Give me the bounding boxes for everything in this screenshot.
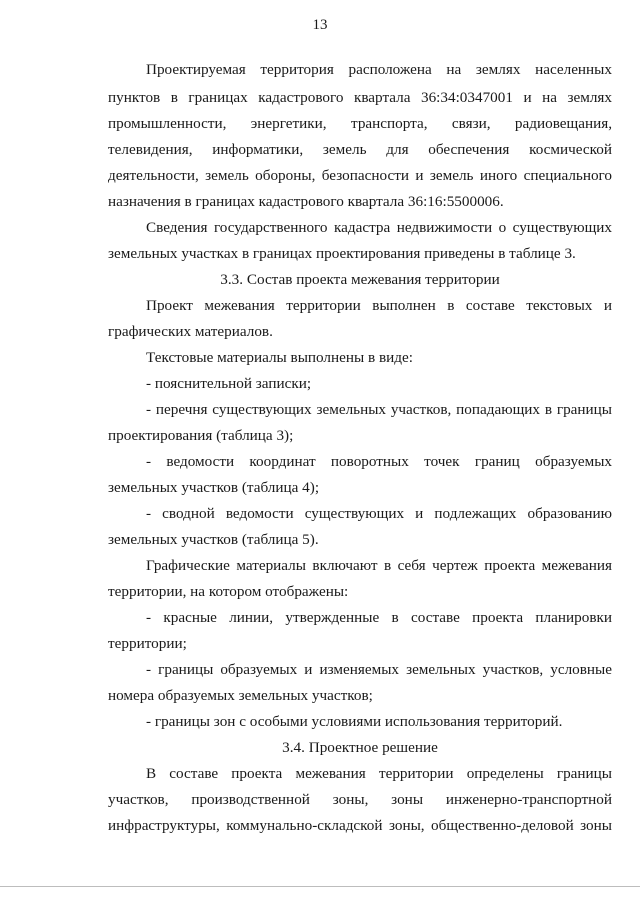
paragraph-line: земельных участках в границах проектирования приведены в таблице 3. [108,245,576,262]
list-item: - пояснительной записки; [146,375,312,392]
scan-edge-rule [0,886,640,887]
list-item-continuation: земельных участков (таблица 5). [108,531,319,548]
paragraph-line: Текстовые материалы выполнены в виде: [146,349,413,366]
paragraph-line: промышленности, энергетики, транспорта, связи, радиовещания, [108,115,612,132]
list-item-continuation: земельных участков (таблица 4); [108,479,320,496]
paragraph-line: В составе проекта межевания территории определены границы [146,765,612,782]
page-number: 13 [312,17,328,33]
section-heading: 3.3. Состав проекта межевания территории [220,271,500,288]
list-item: - границы образуемых и изменяемых земельных участков, условные [146,661,612,678]
paragraph-line: Графические материалы включают в себя чертеж проекта межевания [146,557,612,574]
list-item: - перечня существующих земельных участков, попадающих в границы [146,401,612,418]
list-item: - красные линии, утвержденные в составе проекта планировки [146,609,612,626]
paragraph-line: графических материалов. [108,323,273,340]
paragraph-line: участков, производственной зоны, зоны инженерно-транспортной [108,791,612,808]
paragraph-line: телевидения, информатики, земель для обеспечения космической [108,141,612,158]
section-heading: 3.4. Проектное решение [282,739,438,756]
paragraph-line: пунктов в границах кадастрового квартала 36:34:0347001 и на землях [108,89,612,106]
paragraph-line: деятельности, земель обороны, безопасности и земель иного специального [108,167,612,184]
list-item-continuation: территории; [108,635,187,652]
list-item: - ведомости координат поворотных точек границ образуемых [146,453,612,470]
list-item: - границы зон с особыми условиями использования территорий. [146,713,563,730]
paragraph-line: Проектируемая территория расположена на землях населенных [146,61,612,78]
paragraph-line: назначения в границах кадастрового квартала 36:16:5500006. [108,193,504,210]
list-item-continuation: номера образуемых земельных участков; [108,687,373,704]
paragraph-line: Проект межевания территории выполнен в составе текстовых и [146,297,612,314]
list-item-continuation: проектирования (таблица 3); [108,427,294,444]
paragraph-line: территории, на котором отображены: [108,583,349,600]
paragraph-line: Сведения государственного кадастра недвижимости о существующих [146,219,612,236]
paragraph-line: инфраструктуры, коммунально-складской зоны, общественно-деловой зоны [108,817,612,834]
list-item: - сводной ведомости существующих и подлежащих образованию [146,505,612,522]
